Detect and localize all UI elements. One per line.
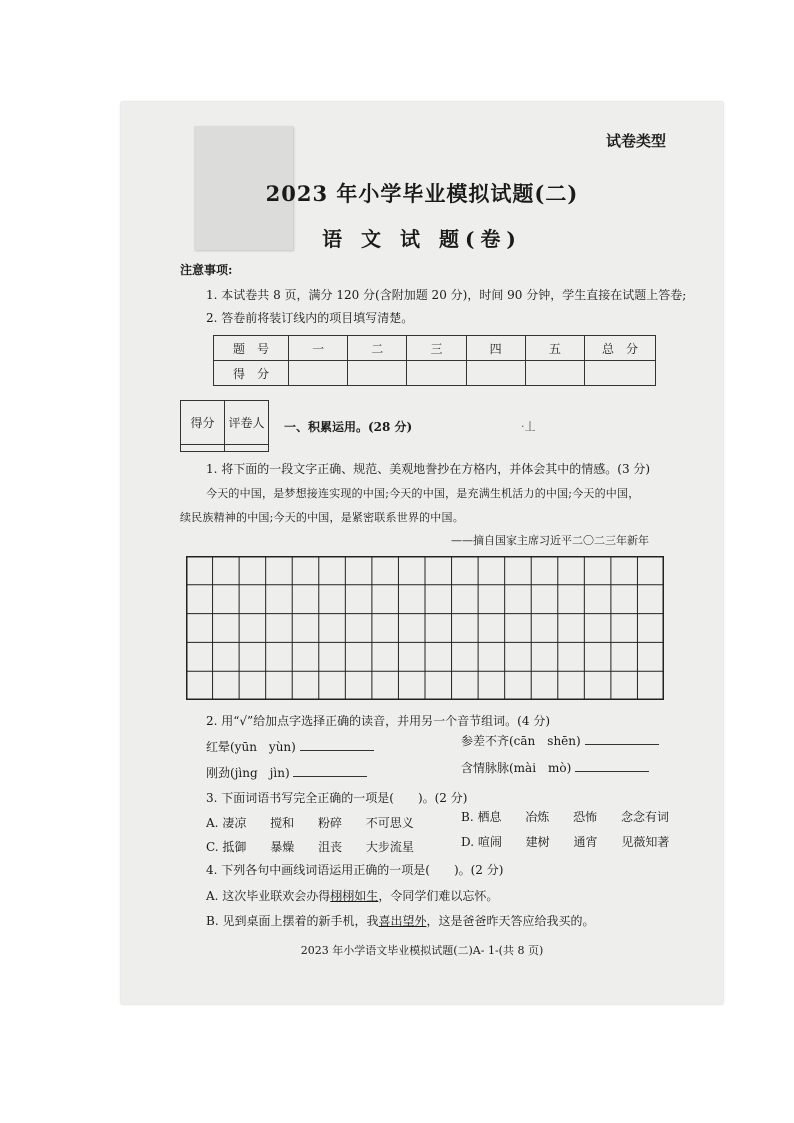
score-table-header-row — [214, 336, 656, 361]
score-header-cell: 一 — [289, 336, 348, 361]
option-word: 恐怖 — [573, 810, 598, 824]
q3-option-c[interactable] — [206, 838, 414, 855]
q2-prompt: 2. 用“√”给加点字选择正确的读音，并用另一个音节组词。(4 分) — [206, 714, 550, 728]
q3-option-b[interactable] — [461, 808, 669, 825]
option-word: 搅和 — [270, 816, 295, 830]
option-word: 凄凉 — [222, 816, 247, 830]
q2-item-text: 参差不齐(cān shēn) — [461, 734, 581, 748]
option-word: 见薇知著 — [621, 835, 670, 849]
score-header-cell: 四 — [466, 336, 525, 361]
score-cell[interactable] — [585, 361, 656, 386]
option-label: B. — [461, 810, 474, 824]
q4-prompt: 4. 下列各句中画线词语运用正确的一项是( )。(2 分) — [206, 863, 504, 877]
q3-option-a[interactable] — [206, 814, 414, 831]
option-word: 通宵 — [573, 835, 598, 849]
grader-box — [180, 400, 269, 452]
q1-passage-line-2: 续民族精神的中国;今天的中国，是紧密联系世界的中国。 — [180, 511, 464, 524]
pencil-mark: ·丄 — [521, 420, 536, 433]
paper-type-label: 试卷类型 — [606, 132, 667, 150]
option-word: 不可思义 — [365, 816, 414, 830]
score-header-cell: 三 — [407, 336, 466, 361]
notes-heading: 注意事项: — [180, 263, 233, 277]
q4-underlined-phrase: 喜出望外 — [378, 914, 427, 928]
option-word: 建树 — [525, 835, 550, 849]
score-table-score-row — [214, 361, 656, 386]
copy-grid[interactable] — [186, 556, 664, 700]
option-label: D. — [461, 835, 475, 849]
option-word: 抵御 — [222, 840, 247, 854]
q1-passage-line-1: 今天的中国，是梦想接连实现的中国;今天的中国，是充满生机活力的中国;今天的中国， — [206, 487, 640, 500]
exam-title: 2023 年小学毕业模拟试题(二) — [265, 181, 579, 206]
note-item-1: 1. 本试卷共 8 页，满分 120 分(含附加题 20 分)，时间 90 分钟，学生直接在试题上答卷; — [206, 288, 687, 302]
page-footer: 2023 年小学语文毕业模拟试题(二)A- 1-(共 8 页) — [300, 944, 544, 957]
q4-option-post: ，这是爸爸昨天答应给我买的。 — [426, 914, 595, 928]
q2-item-2 — [461, 732, 659, 749]
score-header-cell: 二 — [348, 336, 407, 361]
score-header-cell: 总 分 — [585, 336, 656, 361]
q4-option-a[interactable] — [206, 887, 498, 904]
q2-item-1 — [206, 738, 374, 755]
grader-name-cell[interactable] — [225, 445, 269, 452]
grader-name-label: 评卷人 — [225, 401, 269, 445]
answer-blank[interactable] — [575, 761, 649, 772]
score-cell[interactable] — [407, 361, 466, 386]
q2-item-3 — [206, 764, 367, 781]
section-1-title: 一、积累运用。(28 分) — [284, 420, 413, 434]
q3-prompt: 3. 下面词语书写完全正确的一项是( )。(2 分) — [206, 791, 468, 805]
score-header-cell: 题 号 — [214, 336, 289, 361]
score-row-label: 得 分 — [214, 361, 289, 386]
score-cell[interactable] — [525, 361, 584, 386]
score-table — [213, 335, 656, 386]
note-item-2: 2. 答卷前将装订线内的项目填写清楚。 — [206, 311, 414, 325]
q4-underlined-phrase: 栩栩如生 — [330, 889, 379, 903]
score-cell[interactable] — [348, 361, 407, 386]
q4-option-b[interactable] — [206, 912, 594, 929]
option-label: A. — [206, 816, 219, 830]
q1-source: ——摘自国家主席习近平二〇二三年新年 — [451, 534, 649, 547]
answer-blank[interactable] — [300, 740, 374, 751]
grader-score-label: 得分 — [181, 401, 225, 445]
q2-item-text: 刚劲(jìng jìn) — [206, 766, 290, 780]
option-word: 喧闹 — [477, 835, 502, 849]
option-word: 栖息 — [477, 810, 502, 824]
exam-subtitle: 语 文 试 题(卷) — [322, 227, 522, 251]
option-label: C. — [206, 840, 219, 854]
q3-option-d[interactable] — [461, 833, 669, 850]
q2-item-4 — [461, 759, 649, 776]
option-word: 冶炼 — [525, 810, 550, 824]
q4-option-pre: A. 这次毕业联欢会办得 — [206, 889, 331, 903]
score-header-cell: 五 — [525, 336, 584, 361]
score-cell[interactable] — [289, 361, 348, 386]
option-word: 念念有词 — [620, 810, 669, 824]
option-word: 粉碎 — [317, 816, 342, 830]
answer-blank[interactable] — [585, 734, 659, 745]
q2-item-text: 含情脉脉(mài mò) — [461, 761, 572, 775]
q1-prompt: 1. 将下面的一段文字正确、规范、美观地誊抄在方格内，并体会其中的情感。(3 分) — [206, 462, 651, 476]
option-word: 大步流星 — [365, 840, 414, 854]
exam-paper — [121, 102, 723, 1004]
q4-option-post: ，令同学们难以忘怀。 — [378, 889, 499, 903]
q4-option-pre: B. 见到桌面上摆着的新手机，我 — [206, 914, 379, 928]
q2-item-text: 红晕(yūn yùn) — [206, 740, 296, 754]
answer-blank[interactable] — [293, 766, 367, 777]
option-word: 暴燥 — [270, 840, 295, 854]
score-cell[interactable] — [466, 361, 525, 386]
grader-score-cell[interactable] — [181, 445, 225, 452]
option-word: 沮丧 — [318, 840, 343, 854]
